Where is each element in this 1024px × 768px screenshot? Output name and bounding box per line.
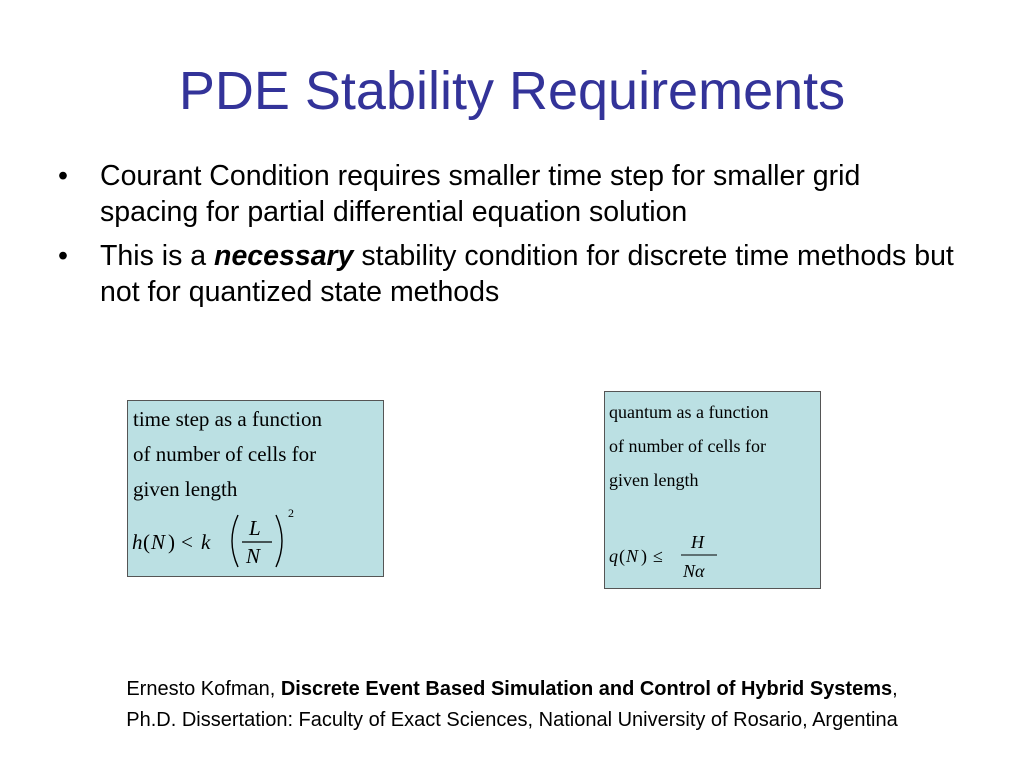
time-step-formula — [132, 507, 332, 571]
box-line: of number of cells for — [609, 436, 766, 456]
bullet-glyph: • — [58, 240, 68, 272]
citation-comma: , — [892, 678, 898, 700]
box-line: quantum as a function — [609, 402, 769, 422]
bullet-text-end: stability condition for discrete time methods but not for quantized state methods — [100, 240, 954, 308]
formula-H: H — [691, 532, 704, 552]
formula-N: N — [151, 530, 166, 554]
box-line: given length — [609, 470, 699, 490]
box-line: time step as a function — [133, 407, 322, 431]
citation-author: Ernesto Kofman, — [126, 678, 281, 700]
slide-title: PDE Stability Requirements — [178, 61, 846, 121]
bullet-item-necessary — [58, 238, 958, 310]
formula-N: N — [626, 546, 639, 566]
bullet-text-start: This is a — [100, 240, 215, 272]
bullet-glyph: • — [58, 160, 68, 192]
box-line: given length — [133, 477, 238, 501]
formula-le: ≤ — [653, 546, 663, 566]
formula-lt: < — [181, 530, 193, 554]
formula-h: h — [132, 530, 143, 554]
box-line: of number of cells for — [133, 442, 317, 466]
svg-text:(: ( — [143, 530, 150, 554]
quantum-box — [604, 391, 821, 589]
bullet-text: Courant Condition requires smaller time step for smaller grid spacing for partial differential equation solution — [100, 160, 861, 228]
bullet-list — [58, 158, 958, 318]
emphasis-necessary: necessary — [214, 240, 354, 272]
svg-text:(: ( — [619, 546, 625, 566]
svg-text:): ) — [641, 546, 647, 566]
bullet-item-courant — [58, 158, 958, 230]
formula-q: q — [609, 546, 618, 566]
formula-k: k — [201, 530, 211, 554]
citation-work: Discrete Event Based Simulation and Control of Hybrid Systems — [280, 678, 893, 700]
formula-L: L — [249, 516, 261, 540]
citation-line-2: Ph.D. Dissertation: Faculty of Exact Sciences, National University of Rosario, Argentina — [126, 709, 898, 731]
time-step-box — [127, 400, 384, 577]
svg-text:): ) — [168, 530, 175, 554]
quantum-formula — [609, 530, 749, 584]
citation — [0, 674, 1024, 736]
formula-exp: 2 — [288, 507, 294, 520]
formula-den: Nα — [683, 561, 705, 581]
citation-line-1 — [0, 674, 1024, 705]
formula-N-den: N — [246, 544, 261, 568]
